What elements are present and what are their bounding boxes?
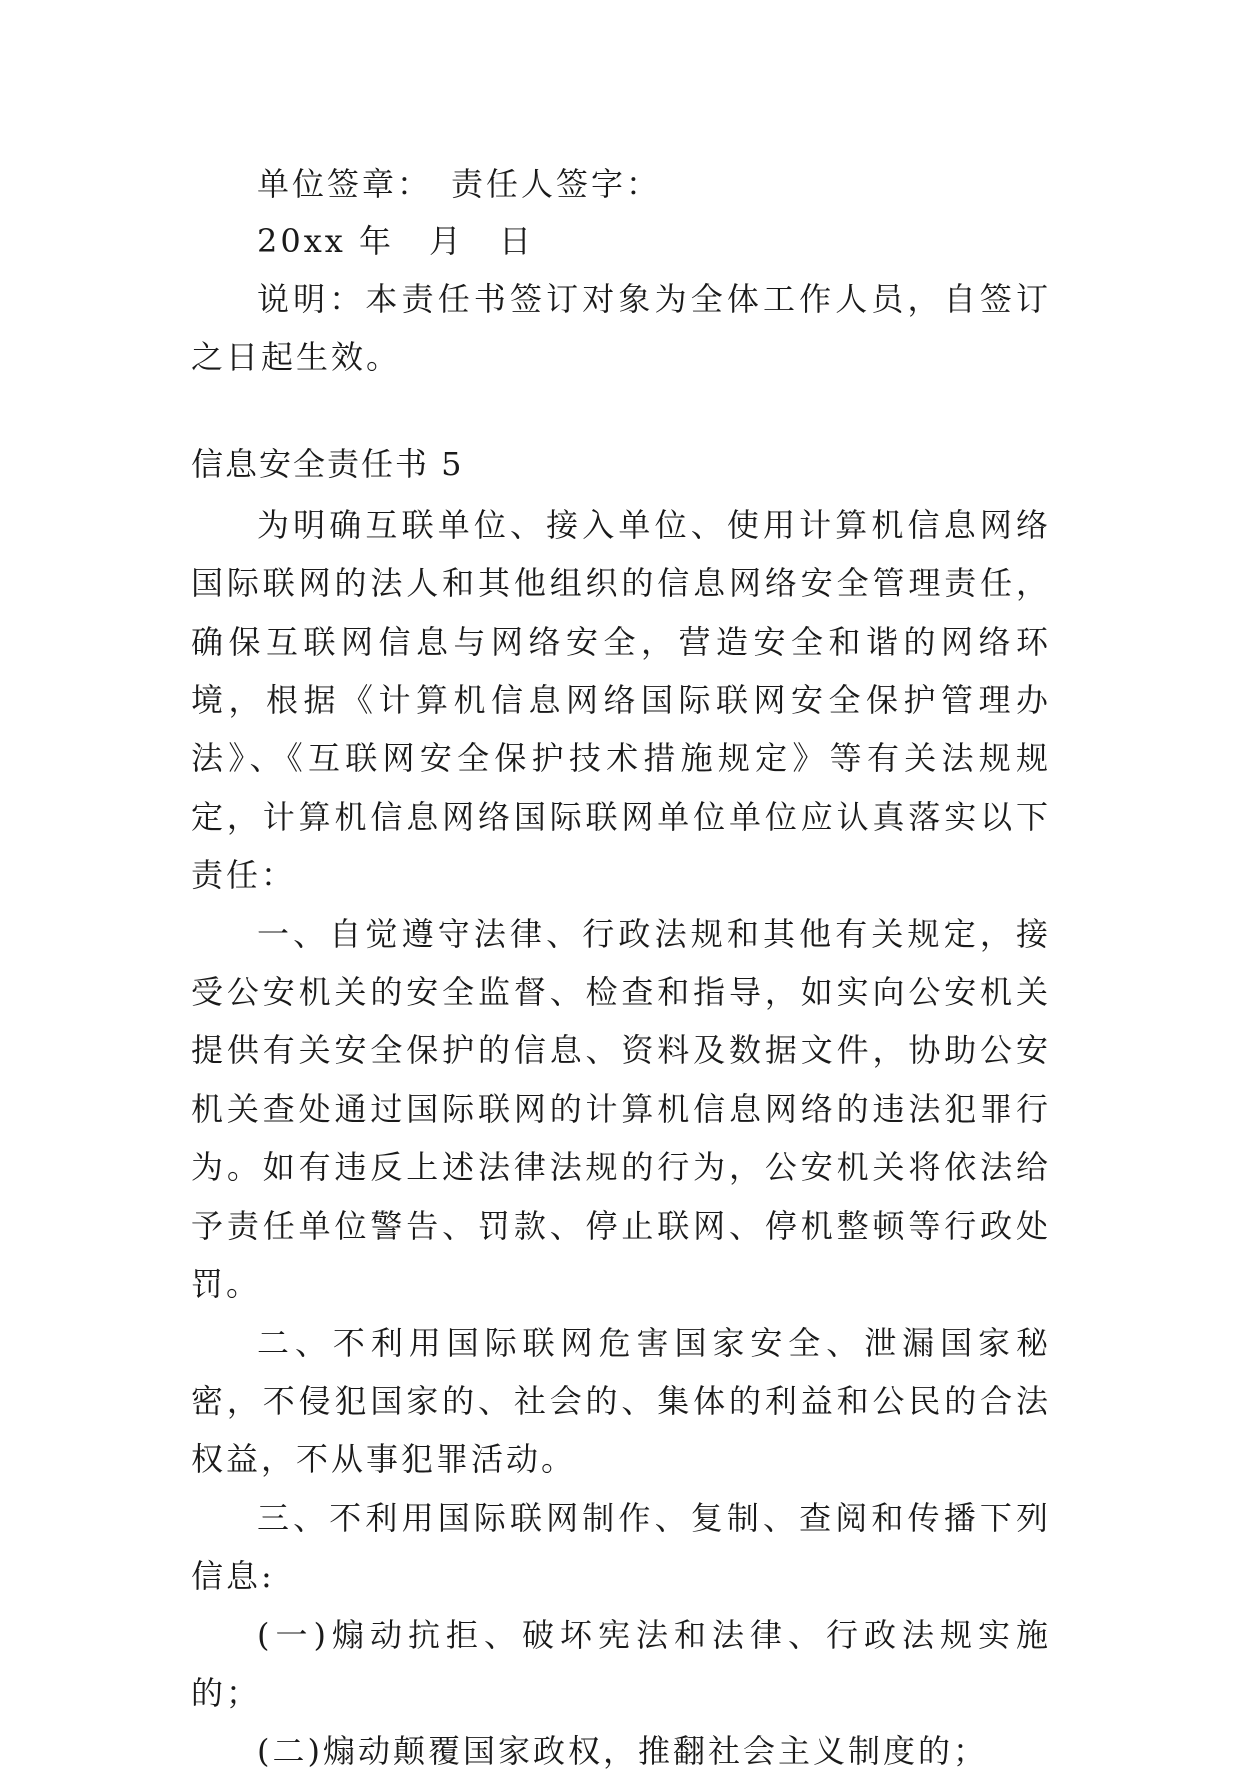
document-body <box>191 156 1051 1781</box>
signature-line: 单位签章： 责任人签字： <box>257 165 662 203</box>
date-line: 20xx 年 月 日 <box>257 222 534 260</box>
sub-item-2: (二)煽动颠覆国家政权，推翻社会主义制度的； <box>257 1732 988 1771</box>
intro-paragraph: 为明确互联单位、接入单位、使用计算机信息网络国际联网的法人和其他组织的信息网络安全管理责任，确保互联网信息与网络安全，营造安全和谐的网络环境，根据《计算机信息网络国际联网安全保护管理办法》、《互联网安全保护技术措施规定》等有关法规规定，计算机信息网络国际联网单位单位应认真落实以下责任： <box>191 505 1051 895</box>
sub-item-1: (一)煽动抗拒、破坏宪法和法律、行政法规实施的； <box>191 1615 1051 1712</box>
note-paragraph: 说明：本责任书签订对象为全体工作人员，自签订之日起生效。 <box>191 280 1051 377</box>
section-title: 信息安全责任书 5 <box>191 444 464 483</box>
clause-3-paragraph: 三、不利用国际联网制作、复制、查阅和传播下列信息: <box>191 1498 1051 1596</box>
clause-1-paragraph: 一、自觉遵守法律、行政法规和其他有关规定，接受公安机关的安全监督、检查和指导，如实向公安机关提供有关安全保护的信息、资料及数据文件，协助公安机关查处通过国际联网的计算机信息网络的违法犯罪行为。如有违反上述法律法规的行为，公安机关将依法给予责任单位警告、罚款、停止联网、停机整顿等行政处罚。 <box>191 914 1051 1304</box>
clause-2-paragraph: 二、不利用国际联网危害国家安全、泄漏国家秘密，不侵犯国家的、社会的、集体的利益和公民的合法权益，不从事犯罪活动。 <box>191 1323 1051 1479</box>
section-spacer <box>191 387 1051 435</box>
